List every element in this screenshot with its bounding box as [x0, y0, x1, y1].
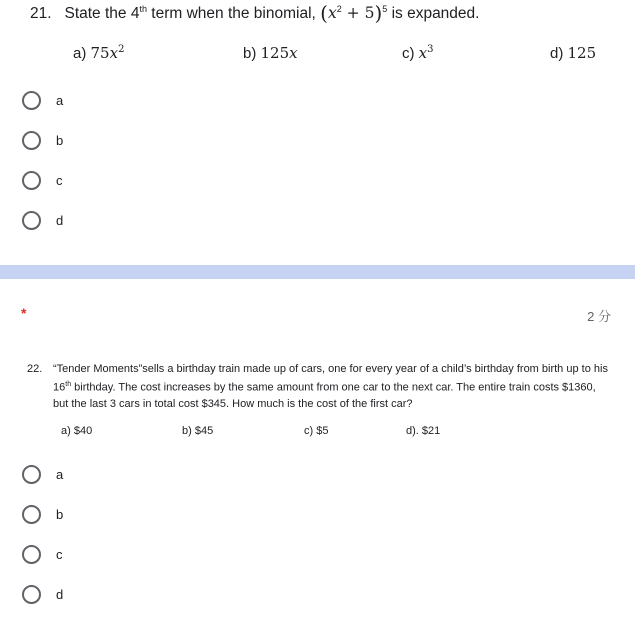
- option-b-text: [243, 44, 298, 62]
- question-number: 22.: [27, 363, 43, 375]
- question-22-text: [27, 361, 612, 412]
- math-exponent: 2: [336, 3, 342, 14]
- paren-open: (: [320, 1, 328, 25]
- math-variable: x: [327, 4, 337, 22]
- q22-radio-option-c[interactable]: [22, 543, 63, 565]
- option-coef: 75: [90, 44, 110, 62]
- required-asterisk: *: [21, 305, 27, 321]
- option-prefix: b): [243, 45, 257, 62]
- q22-option-c-text: c) $5: [304, 425, 329, 437]
- question-text: birthday. The cost increases by the same amount from one car to the next car. The entire train costs $1360, but the last 3 cars in total cost $345. How much is the cost of the first car?: [53, 381, 596, 410]
- points-label: 2 分: [587, 309, 611, 324]
- q21-radio-option-d[interactable]: [22, 209, 63, 231]
- superscript: th: [65, 381, 72, 388]
- question-21-text: [30, 1, 479, 25]
- radio-circle-icon[interactable]: [22, 211, 41, 230]
- card-separator: [0, 265, 635, 279]
- radio-circle-icon[interactable]: [22, 545, 41, 564]
- q21-radio-option-a[interactable]: [22, 89, 63, 111]
- q22-option-d-text: d). $21: [406, 425, 441, 437]
- question-card-21: [0, 0, 635, 265]
- question-text: is expanded.: [387, 5, 480, 22]
- radio-circle-icon[interactable]: [22, 91, 41, 110]
- option-var: x: [418, 44, 428, 62]
- option-exp: 2: [118, 44, 125, 55]
- radio-label: c: [56, 172, 63, 188]
- option-coef: 125: [260, 44, 290, 62]
- superscript: th: [139, 3, 147, 14]
- math-constant: + 5: [341, 4, 375, 22]
- question-text: term when the binomial,: [146, 5, 321, 22]
- option-coef: 125: [567, 44, 597, 62]
- math-outer-exponent: 5: [382, 3, 388, 14]
- q22-radio-option-a[interactable]: [22, 463, 63, 485]
- q22-radio-option-b[interactable]: [22, 503, 63, 525]
- question-text: “Tender Moments”sells a birthday train made up of cars, one for every year of a child’s birthday from birth up to his 16: [53, 363, 608, 394]
- option-exp: 3: [427, 44, 434, 55]
- q21-radio-option-b[interactable]: [22, 129, 63, 151]
- option-var: x: [289, 44, 298, 62]
- radio-circle-icon[interactable]: [22, 505, 41, 524]
- option-var: x: [109, 44, 119, 62]
- radio-label: d: [56, 586, 64, 602]
- question-number: 21.: [30, 5, 52, 22]
- radio-circle-icon[interactable]: [22, 585, 41, 604]
- q22-option-a-text: a) $40: [61, 425, 93, 437]
- question-text: State the 4: [64, 5, 140, 22]
- option-a-text: [73, 44, 124, 62]
- radio-circle-icon[interactable]: [22, 171, 41, 190]
- q22-option-b-text: b) $45: [182, 425, 214, 437]
- paren-close: ): [374, 1, 383, 25]
- radio-circle-icon[interactable]: [22, 131, 41, 150]
- radio-label: b: [56, 506, 64, 522]
- q21-radio-option-c[interactable]: [22, 169, 63, 191]
- q22-radio-option-d[interactable]: [22, 583, 63, 605]
- radio-label: a: [56, 466, 64, 482]
- radio-circle-icon[interactable]: [22, 465, 41, 484]
- option-d-text: [550, 44, 596, 62]
- radio-label: a: [56, 92, 64, 108]
- radio-label: c: [56, 546, 63, 562]
- option-c-text: [402, 44, 434, 62]
- option-prefix: a): [73, 45, 87, 62]
- option-prefix: c): [402, 45, 415, 62]
- question-card-22: [0, 279, 635, 638]
- option-prefix: d): [550, 45, 564, 62]
- radio-label: d: [56, 212, 64, 228]
- radio-label: b: [56, 132, 64, 148]
